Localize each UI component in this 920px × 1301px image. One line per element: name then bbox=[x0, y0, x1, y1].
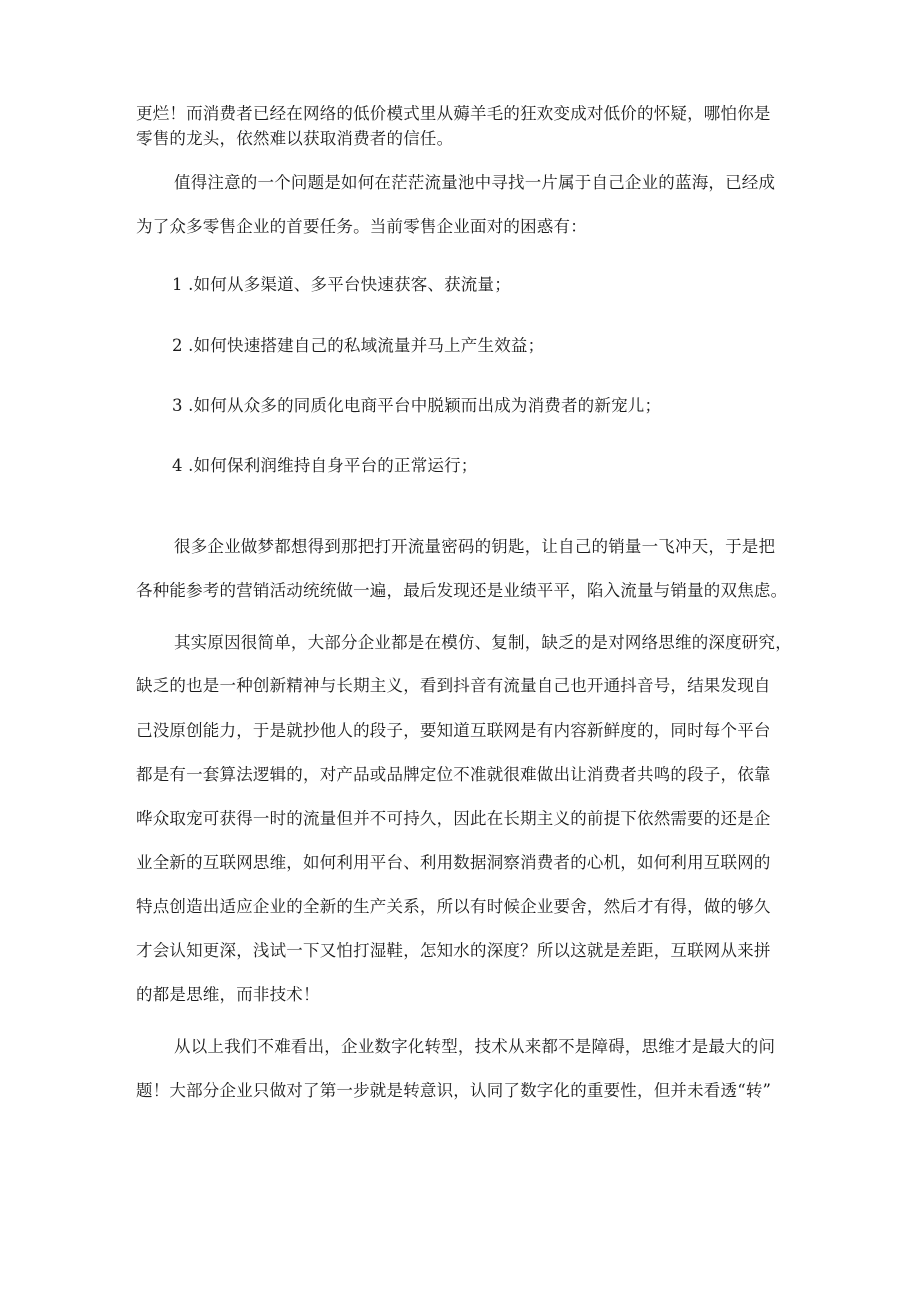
paragraph-line: 零售的龙头，依然难以获取消费者的信任。 bbox=[136, 129, 454, 148]
paragraph-line: 的都是思维，而非技术！ bbox=[136, 985, 320, 1004]
paragraph-line: 哗众取宠可获得一时的流量但并不可持久，因此在长期主义的前提下依然需要的还是企 bbox=[136, 809, 771, 828]
paragraph-line: 其实原因很简单，大部分企业都是在模仿、复制，缺乏的是对网络思维的深度研究， bbox=[174, 633, 792, 652]
paragraph-line: 很多企业做梦都想得到那把打开流量密码的钥匙，让自己的销量一飞冲天，于是把 bbox=[174, 537, 776, 556]
list-item: 2 .如何快速搭建自己的私域流量并马上产生效益； bbox=[172, 336, 545, 355]
paragraph-line: 值得注意的一个问题是如何在茫茫流量池中寻找一片属于自己企业的蓝海，已经成 bbox=[174, 173, 776, 192]
paragraph-line: 才会认知更深，浅试一下又怕打湿鞋，怎知水的深度？所以这就是差距，互联网从来拼 bbox=[136, 941, 771, 960]
paragraph-line: 缺乏的也是一种创新精神与长期主义，看到抖音有流量自己也开通抖音号，结果发现自 bbox=[136, 676, 771, 695]
paragraph-line: 己没原创能力，于是就抄他人的段子，要知道互联网是有内容新鲜度的，同时每个平台 bbox=[136, 721, 771, 740]
paragraph-line: 各种能参考的营销活动统统做一遍，最后发现还是业绩平平，陷入流量与销量的双焦虑。 bbox=[136, 581, 788, 600]
list-item: 1 .如何从多渠道、多平台快速获客、获流量； bbox=[172, 275, 511, 294]
list-item: 3 .如何从众多的同质化电商平台中脱颖而出成为消费者的新宠儿； bbox=[172, 396, 662, 415]
paragraph-line: 更烂！而消费者已经在网络的低价模式里从薅羊毛的狂欢变成对低价的怀疑，哪怕你是 bbox=[136, 104, 771, 123]
list-item: 4 .如何保利润维持自身平台的正常运行； bbox=[172, 456, 478, 475]
paragraph-line: 从以上我们不难看出，企业数字化转型，技术从来都不是障碍，思维才是最大的问 bbox=[174, 1037, 776, 1056]
paragraph-line: 业全新的互联网思维，如何利用平台、利用数据洞察消费者的心机，如何利用互联网的 bbox=[136, 853, 771, 872]
paragraph-line: 为了众多零售企业的首要任务。当前零售企业面对的困惑有： bbox=[136, 217, 587, 236]
paragraph-line: 都是有一套算法逻辑的，对产品或品牌定位不准就很难做出让消费者共鸣的段子，依靠 bbox=[136, 765, 771, 784]
paragraph-line: 特点创造出适应企业的全新的生产关系，所以有时候企业要舍，然后才有得，做的够久 bbox=[136, 897, 771, 916]
paragraph-line: 题！大部分企业只做对了第一步就是转意识，认同了数字化的重要性，但并未看透“转” bbox=[136, 1081, 772, 1100]
